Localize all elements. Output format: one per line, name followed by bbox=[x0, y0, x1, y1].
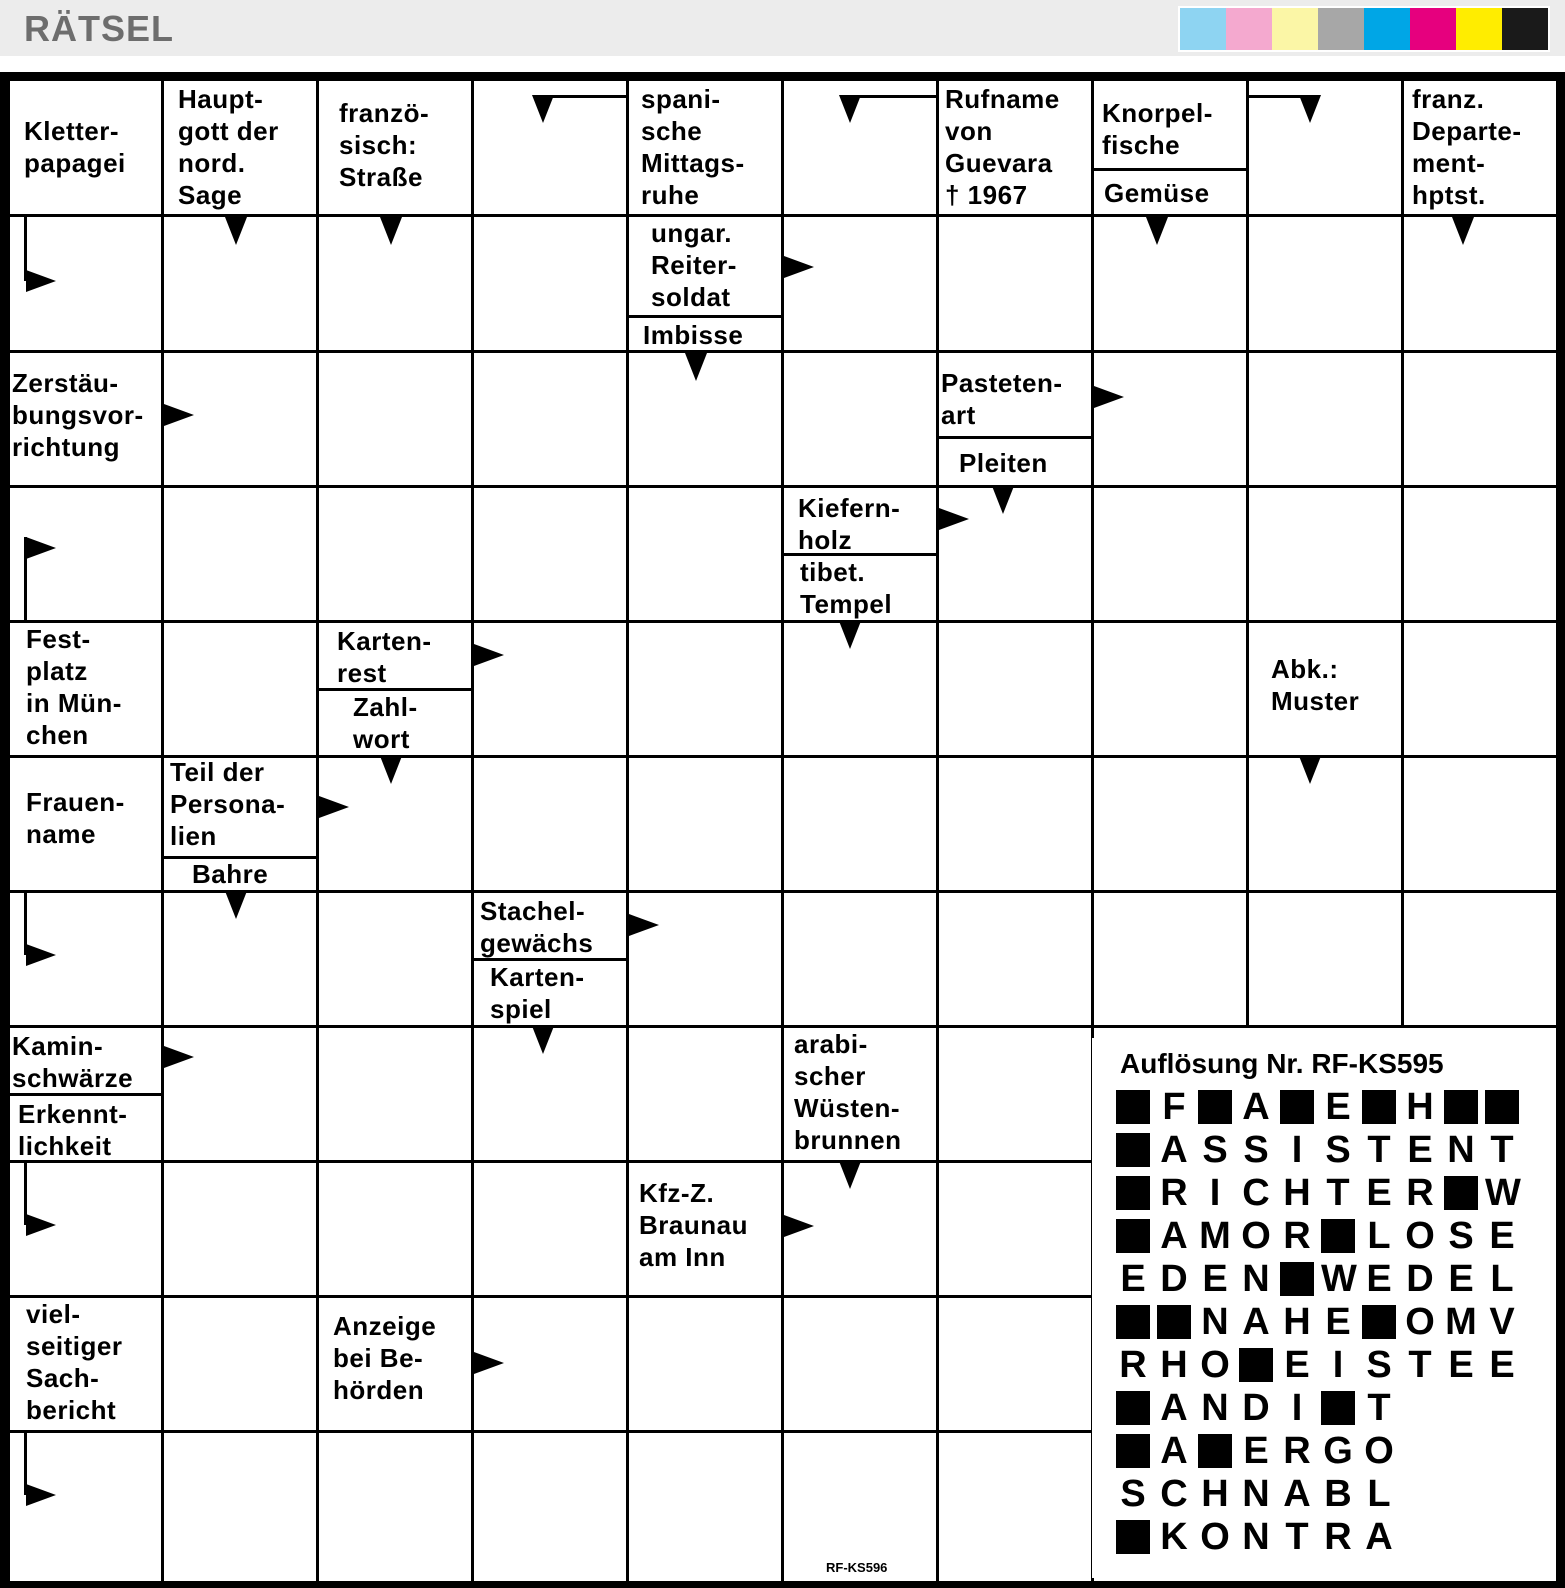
down-arrow bbox=[1146, 217, 1168, 245]
grid-line bbox=[316, 81, 319, 1581]
clue-text: franz. Departe- ment- hptst. bbox=[1412, 84, 1522, 210]
grid-line bbox=[10, 1295, 1092, 1298]
cell-divider bbox=[1092, 168, 1247, 171]
solution-letter: N bbox=[1242, 1258, 1270, 1300]
cell-divider bbox=[937, 436, 1092, 439]
solution-letter: E bbox=[1325, 1086, 1351, 1128]
clue-text: Rufname von Guevara † 1967 bbox=[945, 84, 1060, 210]
right-arrow bbox=[939, 508, 969, 530]
solution-letter: T bbox=[1367, 1129, 1391, 1171]
solution-letter: E bbox=[1325, 1301, 1351, 1343]
solution-letter: A bbox=[1160, 1215, 1188, 1257]
solution-letter: L bbox=[1490, 1258, 1514, 1300]
solution-letter: E bbox=[1202, 1258, 1228, 1300]
clue-text: Kamin- schwärze bbox=[12, 1031, 134, 1093]
solution-letter: A bbox=[1242, 1086, 1270, 1128]
grid-line bbox=[1092, 1025, 1556, 1028]
solution-block bbox=[1280, 1090, 1314, 1124]
solution-block bbox=[1116, 1133, 1150, 1167]
solution-letter: H bbox=[1283, 1172, 1311, 1214]
clue-text: Stachel- gewächs bbox=[480, 896, 594, 958]
right-arrow bbox=[784, 256, 814, 278]
down-arrow bbox=[1452, 217, 1474, 245]
solution-letter: V bbox=[1489, 1301, 1515, 1343]
solution-letter: D bbox=[1406, 1258, 1434, 1300]
solution-letter: A bbox=[1160, 1387, 1188, 1429]
solution-letter: H bbox=[1201, 1473, 1229, 1515]
solution-block bbox=[1157, 1305, 1191, 1339]
grid-line bbox=[10, 1160, 1092, 1163]
solution-letter: L bbox=[1367, 1215, 1391, 1257]
clue-text: Imbisse bbox=[643, 320, 744, 350]
down-arrow bbox=[380, 756, 402, 784]
solution-box bbox=[1092, 1038, 1542, 1578]
solution-letter: T bbox=[1367, 1387, 1391, 1429]
grid-line bbox=[781, 81, 784, 1581]
solution-block bbox=[1198, 1090, 1232, 1124]
bent-down-arrow bbox=[532, 95, 554, 123]
solution-letter: R bbox=[1283, 1215, 1311, 1257]
arrow-stem bbox=[850, 95, 937, 98]
page-title: RÄTSEL bbox=[24, 8, 174, 49]
grid-line bbox=[936, 81, 939, 1581]
clue-text: viel- seitiger Sach- bericht bbox=[26, 1299, 123, 1425]
solution-letter: E bbox=[1448, 1344, 1474, 1386]
clue-text: Anzeige bei Be- hörden bbox=[333, 1311, 437, 1405]
down-arrow bbox=[532, 1026, 554, 1054]
solution-letter: B bbox=[1324, 1473, 1352, 1515]
solution-letter: M bbox=[1445, 1301, 1477, 1343]
solution-letter: E bbox=[1284, 1344, 1310, 1386]
down-arrow bbox=[225, 217, 247, 245]
down-arrow bbox=[992, 486, 1014, 514]
down-arrow bbox=[225, 891, 247, 919]
clue-text: Karten- spiel bbox=[490, 962, 585, 1024]
clue-text: Abk.: Muster bbox=[1271, 654, 1360, 716]
solution-letter: C bbox=[1160, 1473, 1188, 1515]
grid-line bbox=[1246, 81, 1249, 1026]
bent-down-arrow bbox=[1299, 95, 1321, 123]
clue-text: Fest- platz in Mün- chen bbox=[26, 624, 122, 750]
clue-text: Erkennt- lichkeit bbox=[18, 1099, 128, 1161]
down-arrow bbox=[839, 1161, 861, 1189]
solution-block bbox=[1485, 1090, 1519, 1124]
solution-letter: R bbox=[1324, 1516, 1352, 1558]
clue-text: Karten- rest bbox=[337, 626, 432, 688]
solution-letter: F bbox=[1162, 1086, 1186, 1128]
solution-letter: I bbox=[1332, 1344, 1344, 1386]
down-arrow bbox=[380, 217, 402, 245]
clue-text: Kletter- papagei bbox=[24, 116, 126, 178]
solution-block bbox=[1321, 1219, 1355, 1253]
solution-letter: W bbox=[1321, 1258, 1357, 1300]
solution-letter: K bbox=[1160, 1516, 1188, 1558]
solution-letter: C bbox=[1242, 1172, 1270, 1214]
right-arrow bbox=[474, 1352, 504, 1374]
solution-letter: T bbox=[1326, 1172, 1350, 1214]
solution-letter: O bbox=[1200, 1516, 1230, 1558]
solution-block bbox=[1362, 1305, 1396, 1339]
cell-divider bbox=[627, 315, 782, 318]
right-arrow bbox=[629, 914, 659, 936]
bent-down-arrow bbox=[839, 95, 861, 123]
solution-letter: S bbox=[1243, 1129, 1269, 1171]
solution-letter: S bbox=[1120, 1473, 1146, 1515]
grid-line bbox=[161, 81, 164, 1581]
solution-letter: N bbox=[1242, 1516, 1270, 1558]
solution-block bbox=[1116, 1090, 1150, 1124]
solution-letter: W bbox=[1485, 1172, 1521, 1214]
clue-text: Haupt- gott der nord. Sage bbox=[178, 84, 279, 210]
solution-block bbox=[1198, 1434, 1232, 1468]
clue-text: tibet. Tempel bbox=[800, 557, 893, 619]
clue-text: ungar. Reiter- soldat bbox=[651, 218, 737, 312]
down-arrow bbox=[839, 621, 861, 649]
solution-letter: A bbox=[1283, 1473, 1311, 1515]
clue-text: Gemüse bbox=[1104, 178, 1210, 208]
solution-block bbox=[1444, 1090, 1478, 1124]
solution-letter: A bbox=[1160, 1430, 1188, 1472]
down-arrow bbox=[1299, 756, 1321, 784]
solution-letter: I bbox=[1291, 1129, 1303, 1171]
clue-text: Kiefern- holz bbox=[798, 493, 901, 555]
solution-letter: N bbox=[1242, 1473, 1270, 1515]
clue-text: Pleiten bbox=[959, 448, 1048, 478]
solution-letter: N bbox=[1201, 1387, 1229, 1429]
solution-letter: E bbox=[1489, 1344, 1515, 1386]
solution-letter: T bbox=[1490, 1129, 1514, 1171]
solution-letter: E bbox=[1243, 1430, 1269, 1472]
solution-letter: T bbox=[1408, 1344, 1432, 1386]
solution-letter: S bbox=[1202, 1129, 1228, 1171]
solution-letter: N bbox=[1447, 1129, 1475, 1171]
solution-letter: O bbox=[1405, 1215, 1435, 1257]
solution-letter: S bbox=[1325, 1129, 1351, 1171]
solution-block bbox=[1280, 1262, 1314, 1296]
right-arrow bbox=[164, 1046, 194, 1068]
clue-text: Kfz-Z. Braunau am Inn bbox=[639, 1178, 748, 1272]
solution-letter: I bbox=[1209, 1172, 1221, 1214]
solution-block bbox=[1116, 1391, 1150, 1425]
solution-letter: O bbox=[1241, 1215, 1271, 1257]
clue-text: Bahre bbox=[192, 859, 269, 889]
grid-line bbox=[1401, 81, 1404, 1026]
solution-block bbox=[1239, 1348, 1273, 1382]
color-swatch bbox=[1502, 8, 1548, 50]
color-swatch bbox=[1410, 8, 1456, 50]
grid-line bbox=[626, 81, 629, 1581]
solution-letter: R bbox=[1406, 1172, 1434, 1214]
solution-letter: R bbox=[1160, 1172, 1188, 1214]
solution-letter: O bbox=[1405, 1301, 1435, 1343]
clue-text: Frauen- name bbox=[26, 787, 125, 849]
right-arrow bbox=[784, 1215, 814, 1237]
solution-letter: N bbox=[1201, 1301, 1229, 1343]
solution-letter: D bbox=[1242, 1387, 1270, 1429]
solution-letter: E bbox=[1489, 1215, 1515, 1257]
solution-letter: G bbox=[1323, 1430, 1353, 1472]
solution-letter: A bbox=[1242, 1301, 1270, 1343]
color-swatch bbox=[1180, 8, 1226, 50]
clue-text: Zerstäu- bungsvor- richtung bbox=[12, 368, 144, 462]
solution-block bbox=[1444, 1176, 1478, 1210]
solution-block bbox=[1321, 1391, 1355, 1425]
bent-right-arrow bbox=[26, 1214, 56, 1236]
puzzle-code: RF-KS596 bbox=[826, 1560, 888, 1575]
right-arrow bbox=[319, 796, 349, 818]
clue-text: franzö- sisch: Straße bbox=[339, 98, 430, 192]
solution-block bbox=[1362, 1090, 1396, 1124]
color-swatch bbox=[1272, 8, 1318, 50]
down-arrow bbox=[685, 353, 707, 381]
color-swatch bbox=[1456, 8, 1502, 50]
bent-right-arrow bbox=[26, 537, 56, 559]
bent-right-arrow bbox=[26, 270, 56, 292]
color-swatch bbox=[1364, 8, 1410, 50]
clue-text: Teil der Persona- lien bbox=[170, 757, 286, 851]
solution-letter: E bbox=[1407, 1129, 1433, 1171]
solution-letter: E bbox=[1120, 1258, 1146, 1300]
solution-letter: E bbox=[1448, 1258, 1474, 1300]
arrow-stem bbox=[1247, 95, 1310, 98]
solution-letter: O bbox=[1364, 1430, 1394, 1472]
solution-block bbox=[1116, 1219, 1150, 1253]
solution-letter: M bbox=[1199, 1215, 1231, 1257]
solution-letter: O bbox=[1200, 1344, 1230, 1386]
right-arrow bbox=[1094, 386, 1124, 408]
solution-letter: R bbox=[1119, 1344, 1147, 1386]
right-arrow bbox=[164, 404, 194, 426]
solution-block bbox=[1116, 1520, 1150, 1554]
clue-text: Pasteten- art bbox=[941, 368, 1063, 430]
arrow-stem bbox=[543, 95, 627, 98]
solution-block bbox=[1116, 1434, 1150, 1468]
solution-block bbox=[1116, 1305, 1150, 1339]
solution-block bbox=[1116, 1176, 1150, 1210]
solution-letter: R bbox=[1283, 1430, 1311, 1472]
solution-letter: H bbox=[1283, 1301, 1311, 1343]
solution-letter: T bbox=[1285, 1516, 1309, 1558]
solution-letter: S bbox=[1366, 1344, 1392, 1386]
solution-letter: E bbox=[1366, 1172, 1392, 1214]
color-swatch bbox=[1226, 8, 1272, 50]
solution-letter: A bbox=[1160, 1129, 1188, 1171]
solution-title: Auflösung Nr. RF-KS595 bbox=[1120, 1048, 1444, 1079]
clue-text: spani- sche Mittags- ruhe bbox=[641, 84, 745, 210]
right-arrow bbox=[474, 644, 504, 666]
solution-letter: A bbox=[1365, 1516, 1393, 1558]
solution-letter: I bbox=[1291, 1387, 1303, 1429]
grid-line bbox=[10, 1430, 1092, 1433]
bent-right-arrow bbox=[26, 1484, 56, 1506]
clue-text: Knorpel- fische bbox=[1102, 98, 1213, 160]
clue-text: Zahl- wort bbox=[353, 692, 418, 754]
solution-letter: H bbox=[1160, 1344, 1188, 1386]
solution-letter: E bbox=[1366, 1258, 1392, 1300]
color-swatch bbox=[1318, 8, 1364, 50]
solution-letter: L bbox=[1367, 1473, 1391, 1515]
color-calibration-bar bbox=[1178, 6, 1550, 52]
header-bar bbox=[0, 0, 1565, 56]
solution-letter: D bbox=[1160, 1258, 1188, 1300]
solution-letter: S bbox=[1448, 1215, 1474, 1257]
solution-letter: H bbox=[1406, 1086, 1434, 1128]
clue-text: arabi- scher Wüsten- brunnen bbox=[794, 1029, 902, 1155]
bent-right-arrow bbox=[26, 944, 56, 966]
